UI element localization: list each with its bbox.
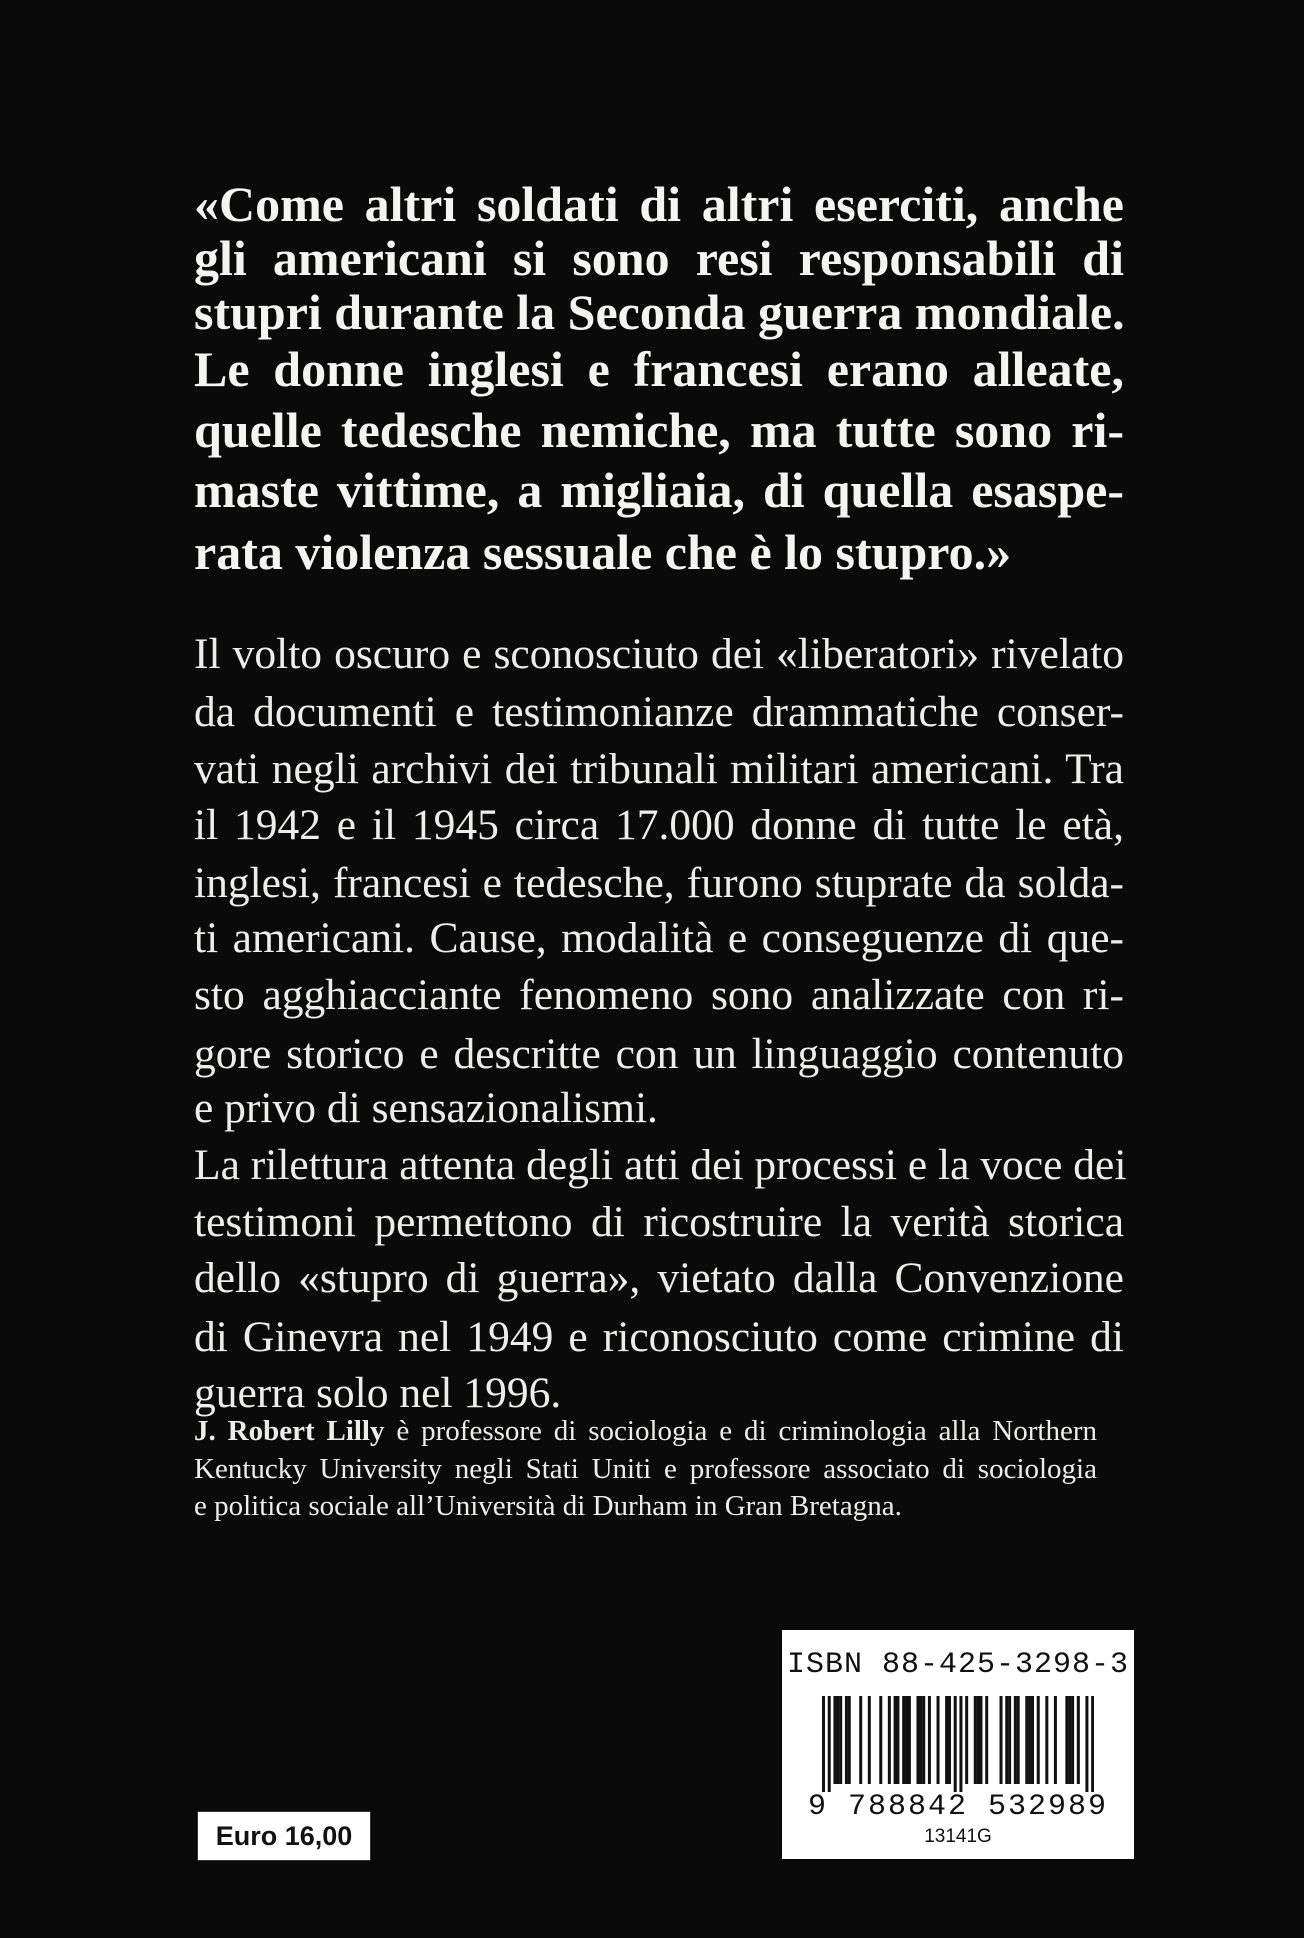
barcode-bar xyxy=(836,1696,839,1784)
barcode-bar xyxy=(1000,1696,1003,1784)
barcode-bar xyxy=(1031,1696,1034,1784)
barcode-bar xyxy=(868,1696,871,1784)
barcode-bar xyxy=(848,1696,851,1784)
quote-line: stupri durante la Seconda guerra mondiale. xyxy=(194,284,1125,340)
barcode-bar xyxy=(979,1696,982,1784)
barcode-bar xyxy=(888,1696,891,1784)
author-bio-line: e politica sociale all’Università di Durham in Gran Bretagna. xyxy=(194,1490,902,1522)
quote-line: rata violenza sessuale che è lo stupro.» xyxy=(194,524,1012,580)
barcode-bar xyxy=(1008,1696,1011,1784)
barcode-bar xyxy=(1085,1696,1088,1792)
barcode-bar xyxy=(908,1696,911,1784)
description-line: sto agghiacciante fenomeno sono analizzate con ri- xyxy=(194,971,1124,1019)
barcode-bar xyxy=(1045,1696,1048,1784)
barcode-bar xyxy=(894,1696,897,1784)
description-line: Il volto oscuro e sconosciuto dei «liberatori» rivelato xyxy=(194,630,1124,678)
barcode-bar xyxy=(822,1696,825,1792)
barcode-bar xyxy=(1091,1696,1094,1792)
quote-line: gli americani si sono resi responsabili di xyxy=(194,230,1124,286)
barcode-bar xyxy=(1077,1696,1080,1784)
description-line: da documenti e testimonianze drammatiche conser- xyxy=(194,688,1124,736)
barcode-bar xyxy=(1068,1696,1071,1784)
description-line: guerra solo nel 1996. xyxy=(194,1369,562,1417)
barcode-bar xyxy=(828,1696,831,1792)
barcode-bar xyxy=(937,1696,940,1784)
author-name: J. Robert Lilly xyxy=(194,1415,385,1447)
description-line: inglesi, francesi e tedesche, furono stuprate da solda- xyxy=(194,859,1124,907)
description-line: testimoni permettono di ricostruire la verità storica xyxy=(194,1198,1124,1246)
barcode-bar xyxy=(959,1696,962,1792)
barcode-bar xyxy=(833,1696,836,1784)
barcode-bar xyxy=(945,1696,948,1784)
barcode-image xyxy=(822,1696,1094,1792)
product-code: 13141G xyxy=(924,1826,992,1847)
barcode-bar xyxy=(859,1696,862,1784)
quote-line: quelle tedesche nemiche, ma tutte sono ri- xyxy=(194,402,1124,458)
isbn-barcode-box xyxy=(782,1630,1134,1859)
barcode-bar xyxy=(1071,1696,1074,1784)
barcode-bar xyxy=(954,1696,957,1792)
quote-line: «Come altri soldati di altri eserciti, anche xyxy=(194,176,1124,232)
quote-line: Le donne inglesi e francesi erano alleate, xyxy=(194,341,1124,397)
barcode-bar xyxy=(919,1696,922,1784)
description-line: di Ginevra nel 1949 e riconosciuto come crimine di xyxy=(194,1313,1124,1361)
description-line: dello «stupro di guerra», vietato dalla Convenzione xyxy=(194,1254,1124,1302)
description-line: e privo di sensazionalismi. xyxy=(194,1084,658,1132)
barcode-bar xyxy=(1065,1696,1068,1784)
barcode-bar xyxy=(839,1696,842,1784)
description-line: vati negli archivi dei tribunali militari americani. Tra xyxy=(194,745,1124,793)
barcode-bar xyxy=(948,1696,951,1784)
author-bio-line xyxy=(194,1413,1097,1449)
barcode-bar xyxy=(916,1696,919,1784)
ean-number: 9 788842 532989 xyxy=(807,1790,1109,1824)
barcode-bar xyxy=(1054,1696,1057,1784)
description-line: La rilettura attenta degli atti dei processi e la voce dei xyxy=(194,1141,1127,1189)
barcode-bar xyxy=(1037,1696,1040,1784)
barcode-bar xyxy=(1025,1696,1028,1784)
barcode-bar xyxy=(879,1696,882,1784)
description-line: il 1942 e il 1945 circa 17.000 donne di tutte le età, xyxy=(194,801,1124,849)
description-line: ti americani. Cause, modalità e conseguenze di que- xyxy=(194,914,1124,962)
barcode-bar xyxy=(902,1696,905,1784)
barcode-bar xyxy=(1017,1696,1020,1784)
barcode-bar xyxy=(965,1696,968,1784)
barcode-bar xyxy=(845,1696,848,1784)
barcode-bar xyxy=(1014,1696,1017,1784)
barcode-bar xyxy=(928,1696,931,1784)
barcode-bar xyxy=(974,1696,977,1784)
barcode-bar xyxy=(896,1696,899,1784)
description-line: gore storico e descritte con un linguaggio contenuto xyxy=(194,1030,1124,1078)
author-bio-line: Kentucky University negli Stati Uniti e professore associato di sociologia xyxy=(194,1453,1097,1485)
barcode-bar xyxy=(1005,1696,1008,1784)
price-label: Euro 16,00 xyxy=(197,1811,371,1861)
barcode-bar xyxy=(977,1696,980,1784)
barcode-bar xyxy=(985,1696,988,1784)
barcode-bar xyxy=(922,1696,925,1784)
quote-line: maste vittime, a migliaia, di quella esaspe- xyxy=(194,462,1124,518)
barcode-bar xyxy=(1028,1696,1031,1784)
isbn-number: ISBN 88-425-3298-3 xyxy=(786,1648,1130,1682)
author-bio-text: è professore di sociologia e di criminologia alla Northern xyxy=(384,1415,1097,1447)
barcode-bar xyxy=(905,1696,908,1784)
